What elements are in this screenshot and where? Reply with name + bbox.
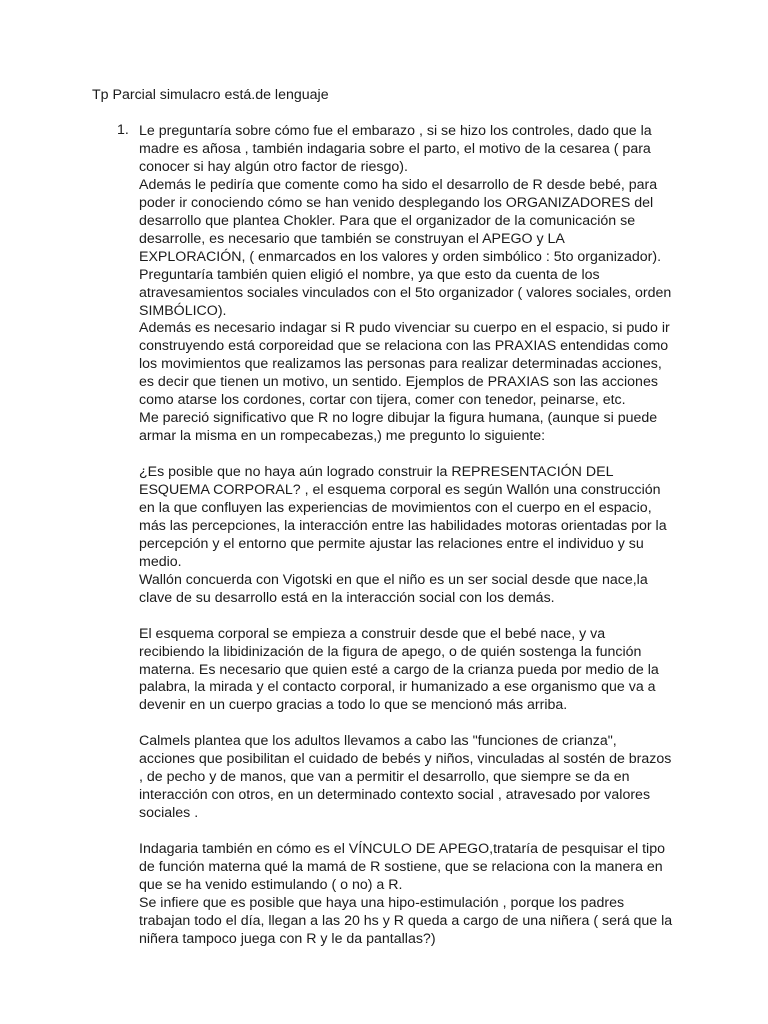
text-line: poder ir conociendo cómo se han venido desplegando los ORGANIZADORES del (139, 194, 654, 211)
text-line: de función materna qué la mamá de R sostiene, que se relaciona con la manera en (139, 858, 663, 875)
text-line: los movimientos que realizamos las personas para realizar determinadas acciones, (139, 356, 662, 373)
text-line: más las percepciones, la interacción entre las habilidades motoras orientadas por la (139, 517, 667, 534)
text-line: Indagaria también en cómo es el VÍNCULO DE APEGO,trataría de pesquisar el tipo (139, 841, 665, 857)
text-line: , de pecho y de manos, que van a permitir el desarrollo, que siempre se da en (139, 769, 630, 786)
text-line: Además es necesario indagar si R pudo vivenciar su cuerpo en el espacio, si pudo ir (139, 320, 670, 337)
text-line: Le preguntaría sobre cómo fue el embarazo , si se hizo los controles, dado que la (139, 123, 652, 139)
text-line: materna. Es necesario que quien esté a cargo de la crianza pueda por medio de la (139, 661, 659, 678)
text-line: como atarse los cordones, cortar con tijera, comer con tenedor, peinarse, etc. (139, 392, 626, 409)
text-line: construyendo está corporeidad que se relaciona con las PRAXIAS entendidas como (139, 338, 669, 355)
text-line: ¿Es posible que no haya aún logrado construir la REPRESENTACIÓN DEL (139, 464, 614, 481)
list-item-number: 1. (117, 122, 129, 138)
text-line: es decir que tienen un motivo, un sentido. Ejemplos de PRAXIAS son las acciones (139, 374, 658, 391)
text-line: desarrollo que plantea Chokler. Para que el organizador de la comunicación se (139, 212, 636, 229)
document-title: Tp Parcial simulacro está.de lenguaje (92, 87, 329, 103)
text-line: sociales . (139, 805, 199, 822)
text-line: conocer si hay algún otro factor de riesgo). (139, 158, 408, 175)
text-line: El esquema corporal se empieza a construir desde que el bebé nace, y va (139, 625, 606, 642)
text-line: ESQUEMA CORPORAL? , el esquema corporal es según Wallón una construcción (139, 482, 661, 498)
text-line: en la que confluyen las experiencias de movimientos con el cuerpo en el espacio, (139, 499, 652, 516)
text-line: Me pareció significativo que R no logre dibujar la figura humana, (aunque si puede (139, 410, 658, 427)
text-line: devenir en un cuerpo gracias a todo lo que se mencionó más arriba. (139, 697, 568, 714)
text-line: clave de su desarrollo está en la interacción social con los demás. (139, 589, 555, 606)
text-line: EXPLORACIÓN, ( enmarcados en los valores y orden simbólico : 5to organizador). (139, 248, 662, 265)
text-line: interacción con otros, en un determinado contexto social , atravesado por valores (139, 787, 651, 804)
text-line: Se infiere que es posible que haya una hipo-estimulación , porque los padres (139, 894, 625, 911)
text-line: madre es añosa , también indagaria sobre el parto, el motivo de la cesarea ( para (139, 140, 651, 157)
text-line: SIMBÓLICO). (139, 302, 227, 319)
text-line: atravesamientos sociales vinculados con el 5to organizador ( valores sociales, orden (139, 284, 672, 301)
text-line: trabajan todo el día, llegan a las 20 hs y R queda a cargo de una niñera ( será que la (139, 912, 673, 929)
text-line: acciones que posibilitan el cuidado de bebés y niños, vinculadas al sostén de brazos (139, 751, 672, 768)
text-line: recibiendo la libidinización de la figura de apego, o de quién sostenga la función (139, 643, 642, 660)
text-line: Además le pediría que comente como ha sido el desarrollo de R desde bebé, para (139, 176, 658, 193)
text-line: desarrolle, es necesario que también se construyan el APEGO y LA (139, 230, 565, 247)
text-line: niñera tampoco juega con R y le da pantallas?) (139, 930, 436, 947)
text-line: Wallón concuerda con Vigotski en que el niño es un ser social desde que nace,la (139, 571, 648, 588)
text-line: Calmels plantea que los adultos llevamos a cabo las "funciones de crianza", (139, 733, 617, 750)
text-line: palabra, la mirada y el contacto corporal, ir humanizado a ese organismo que va a (139, 679, 656, 696)
text-line: percepción y el entorno que permite ajustar las relaciones entre el individuo y su (139, 535, 644, 552)
text-line: medio. (139, 553, 182, 570)
text-line: armar la misma en un rompecabezas,) me pregunto lo siguiente: (139, 428, 546, 445)
text-line: Preguntaría también quien eligió el nombre, ya que esto da cuenta de los (139, 266, 600, 283)
text-line: que se ha venido estimulando ( o no) a R. (139, 876, 403, 893)
